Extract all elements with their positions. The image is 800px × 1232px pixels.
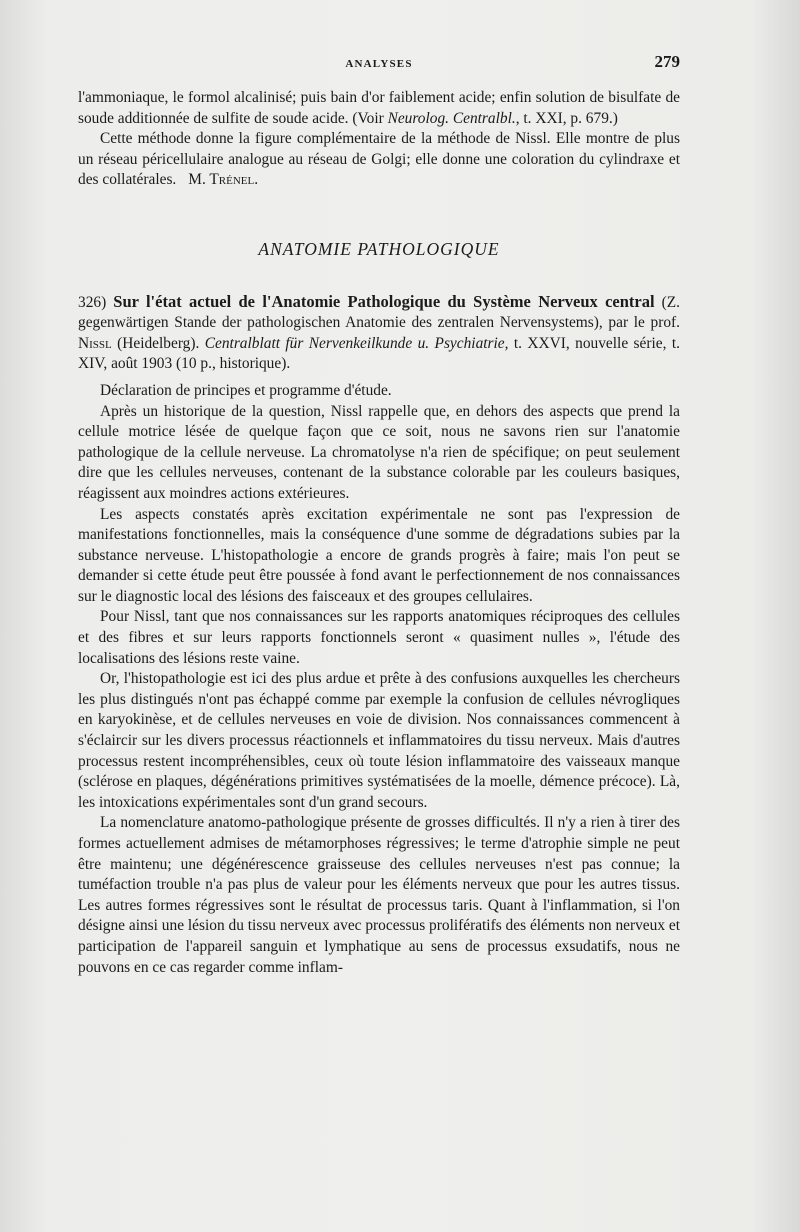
paragraph-4: Pour Nissl, tant que nos connaissances sur les rapports anatomiques réciproques des cellules et des fibres et sur leurs rapports fonctionnels seront « quasiment nulles », l'étude des localisations des lésions reste vaine. (78, 608, 680, 667)
running-head: ANALYSES (345, 58, 413, 70)
journal-reference: Neurolog. Centralbl. (387, 109, 516, 127)
abstract-issue: t. XXVI, nouvelle série, t. XIV, août 1903 (10 p., historique). (78, 334, 680, 373)
continued-paragraph (78, 88, 680, 129)
method-text: Cette méthode donne la figure complémentaire de la méthode de Nissl. Elle montre de plus un réseau péricellulaire analogue au réseau de Golgi; elle donne une coloration du cylindraxe et des collatérales. (78, 130, 680, 189)
paragraph-1: Déclaration de principes et programme d'étude. (100, 381, 392, 399)
paragraph-6: La nomenclature anatomo-pathologique présente de grosses difficultés. Il n'y a rien à tirer des formes actuellement admises de métamorphoses régressives; le terme d'atrophie simple ne peut être maintenu; une dégénérescence graisseuse des cellules nerveuses n'est pas connue; la tuméfaction trouble n'a pas plus de valeur pour les éléments nerveux que pour les autres tissus. Les autres formes régressives sont le résultat de processus taris. Quant à l'inflammation, si l'on désigne ainsi une lésion du tissu nerveux avec processus prolifératifs des éléments non nerveux et participation de l'appareil sanguin et lymphatique au sens de processus exsudatifs, nous ne pouvons en ce cas regarder comme inflam- (78, 814, 680, 976)
page-body (78, 88, 680, 978)
section-title: ANATOMIE PATHOLOGIQUE (258, 238, 500, 259)
page-header (78, 52, 680, 76)
paragraph-2: Après un historique de la question, Nissl rappelle que, en dehors des aspects que prend la cellule motrice lésée de quelque façon que ce soit, nous ne savons rien sur l'anatomie pathologique de la cellule nerveuse. La chromatolyse n'a rien de spécifique; on peut seulement dire que les cellules nerveuses, contenant de la substance colorable par les couleurs basiques, réagissent aux moindres actions extérieures. (78, 402, 680, 502)
abstract-reference: (Z. gegenwärtigen Stande der pathologischen Anatomie des zentralen Nervensystems), par le prof. (78, 293, 680, 332)
abstract-title: Sur l'état actuel de l'Anatomie Pathologique du Système Nerveux central (113, 291, 655, 311)
abstract-journal: Centralblatt für Nervenkeilkunde u. Psychiatrie, (204, 334, 509, 352)
method-paragraph (78, 129, 680, 191)
continued-text: l'ammoniaque, le formol alcalinisé; puis bain d'or faiblement acide; enfin solution de bisulfate de soude additionnée de sulfite de soude acide. (Voir (78, 89, 680, 127)
abstract-affiliation: (Heidelberg). (111, 334, 205, 352)
abstract-number: 326) (78, 293, 107, 311)
abstract-heading (78, 292, 680, 375)
page-number: 279 (654, 52, 680, 71)
citation-tail: , t. XXI, p. 679.) (515, 109, 618, 127)
reviewer-signature: M. Trénel. (188, 171, 259, 189)
abstract-author: Nissl (78, 334, 112, 352)
paragraph-3: Les aspects constatés après excitation expérimentale ne sont pas l'expression de manifestations fonctionnelles, mais la conséquence d'une somme de dégradations subies par la substance nerveuse. L'histopathologie a encore de grands progrès à faire; mais l'on peut se demander si cette étude peut être poussée à fond avant le perfectionnement de nos connaissances sur le diagnostic local des lésions des faisceaux et des groupes cellulaires. (78, 505, 680, 605)
paragraph-5: Or, l'histopathologie est ici des plus ardue et prête à des confusions auxquelles les chercheurs les plus distingués n'ont pas échappé comme par exemple la confusion de cellules névrogliques en karyokinèse, et de cellules nerveuses en voie de division. Nos connaissances commencent à s'éclaircir sur les divers processus réactionnels et inflammatoires du tissu nerveux. Mais d'autres processus restent incompréhensibles, ceux où toute lésion inflammatoire des vaisseaux manque (sclérose en plaques, dégénérations primitives systématisées de la moelle, démence précoce). Là, les intoxications expérimentales sont d'un grand secours. (78, 670, 680, 811)
